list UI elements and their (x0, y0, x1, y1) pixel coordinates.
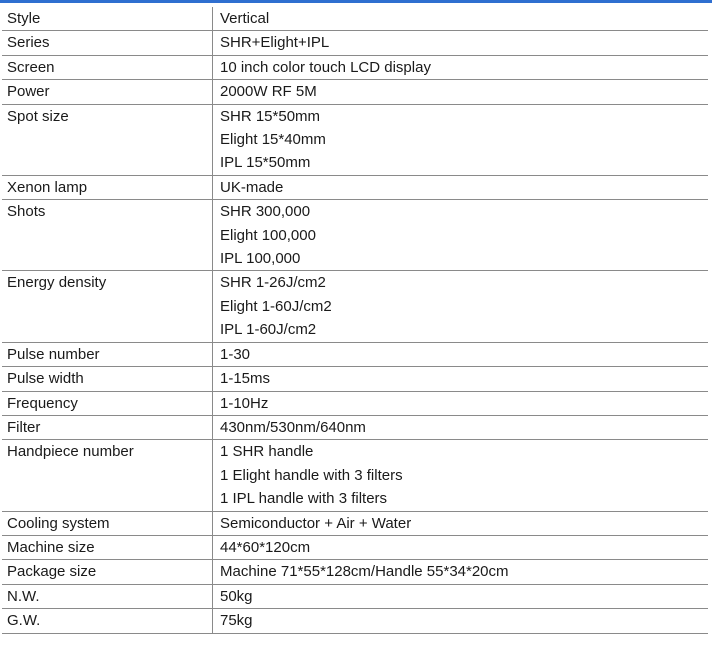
spec-value-line: Elight 15*40mm (220, 131, 326, 149)
spec-value (213, 415, 709, 439)
spec-value (213, 200, 709, 271)
spec-label: Energy density (2, 271, 213, 342)
spec-value-line: 1 Elight handle with 3 filters (220, 466, 403, 484)
table-row (2, 440, 708, 511)
spec-value-line: 44*60*120cm (220, 538, 311, 556)
spec-label: Power (2, 80, 213, 104)
table-row (2, 342, 708, 366)
spec-value-line: 1-15ms (220, 370, 271, 388)
spec-label: Cooling system (2, 511, 213, 535)
spec-value-line: Semiconductor + Air + Water (220, 514, 412, 532)
spec-value (213, 535, 709, 559)
table-row (2, 367, 708, 391)
table-row (2, 535, 708, 559)
spec-label: Pulse number (2, 342, 213, 366)
spec-value-line: Elight 100,000 (220, 226, 316, 244)
spec-label: Spot size (2, 104, 213, 175)
spec-value-line: 1-10Hz (220, 394, 269, 412)
spec-label: Style (2, 7, 213, 31)
spec-label: Filter (2, 415, 213, 439)
spec-value-line: Elight 1-60J/cm2 (220, 297, 332, 315)
spec-value-line: Machine 71*55*128cm/Handle 55*34*20cm (220, 563, 509, 581)
spec-value (213, 55, 709, 79)
spec-value-line: 1 SHR handle (220, 443, 314, 461)
spec-value-line: 1 IPL handle with 3 filters (220, 490, 388, 508)
spec-value (213, 31, 709, 55)
table-row (2, 560, 708, 584)
spec-value (213, 560, 709, 584)
spec-value-line: 50kg (220, 587, 253, 605)
spec-value (213, 342, 709, 366)
spec-value (213, 584, 709, 608)
table-row (2, 7, 708, 31)
spec-value-line: 75kg (220, 612, 253, 630)
spec-value-line: Vertical (220, 10, 270, 27)
spec-value (213, 80, 709, 104)
spec-label: Xenon lamp (2, 175, 213, 199)
spec-label: G.W. (2, 609, 213, 633)
table-row (2, 584, 708, 608)
table-row (2, 609, 708, 633)
table-row (2, 271, 708, 342)
spec-value-line: 1-30 (220, 345, 251, 363)
table-row (2, 104, 708, 175)
spec-label: Package size (2, 560, 213, 584)
spec-label: N.W. (2, 584, 213, 608)
spec-value (213, 367, 709, 391)
table-row (2, 511, 708, 535)
spec-label: Machine size (2, 535, 213, 559)
spec-value-line: IPL 1-60J/cm2 (220, 321, 317, 339)
spec-value-line: 10 inch color touch LCD display (220, 58, 431, 76)
spec-value-line: 2000W RF 5M (220, 83, 317, 101)
spec-label: Handpiece number (2, 440, 213, 511)
spec-value-line: SHR 15*50mm (220, 107, 321, 125)
table-row (2, 80, 708, 104)
spec-value (213, 7, 709, 31)
spec-value (213, 609, 709, 633)
spec-label: Screen (2, 55, 213, 79)
spec-label: Pulse width (2, 367, 213, 391)
table-row (2, 200, 708, 271)
table-row (2, 415, 708, 439)
spec-table (2, 7, 708, 634)
spec-value (213, 511, 709, 535)
spec-value (213, 104, 709, 175)
table-row (2, 55, 708, 79)
spec-value-line: SHR+Elight+IPL (220, 34, 330, 52)
spec-value-line: UK-made (220, 178, 284, 196)
spec-table-body (2, 7, 708, 633)
spec-value (213, 440, 709, 511)
spec-value-line: IPL 100,000 (220, 250, 301, 268)
table-row (2, 175, 708, 199)
spec-label: Frequency (2, 391, 213, 415)
spec-label: Series (2, 31, 213, 55)
spec-value-line: SHR 300,000 (220, 203, 311, 221)
table-row (2, 31, 708, 55)
top-accent-bar (0, 0, 712, 3)
spec-value-line: SHR 1-26J/cm2 (220, 274, 326, 292)
spec-value (213, 391, 709, 415)
table-row (2, 391, 708, 415)
spec-value-line: IPL 15*50mm (220, 154, 311, 172)
spec-value (213, 175, 709, 199)
spec-value-line: 430nm/530nm/640nm (220, 418, 366, 436)
spec-value (213, 271, 709, 342)
spec-label: Shots (2, 200, 213, 271)
